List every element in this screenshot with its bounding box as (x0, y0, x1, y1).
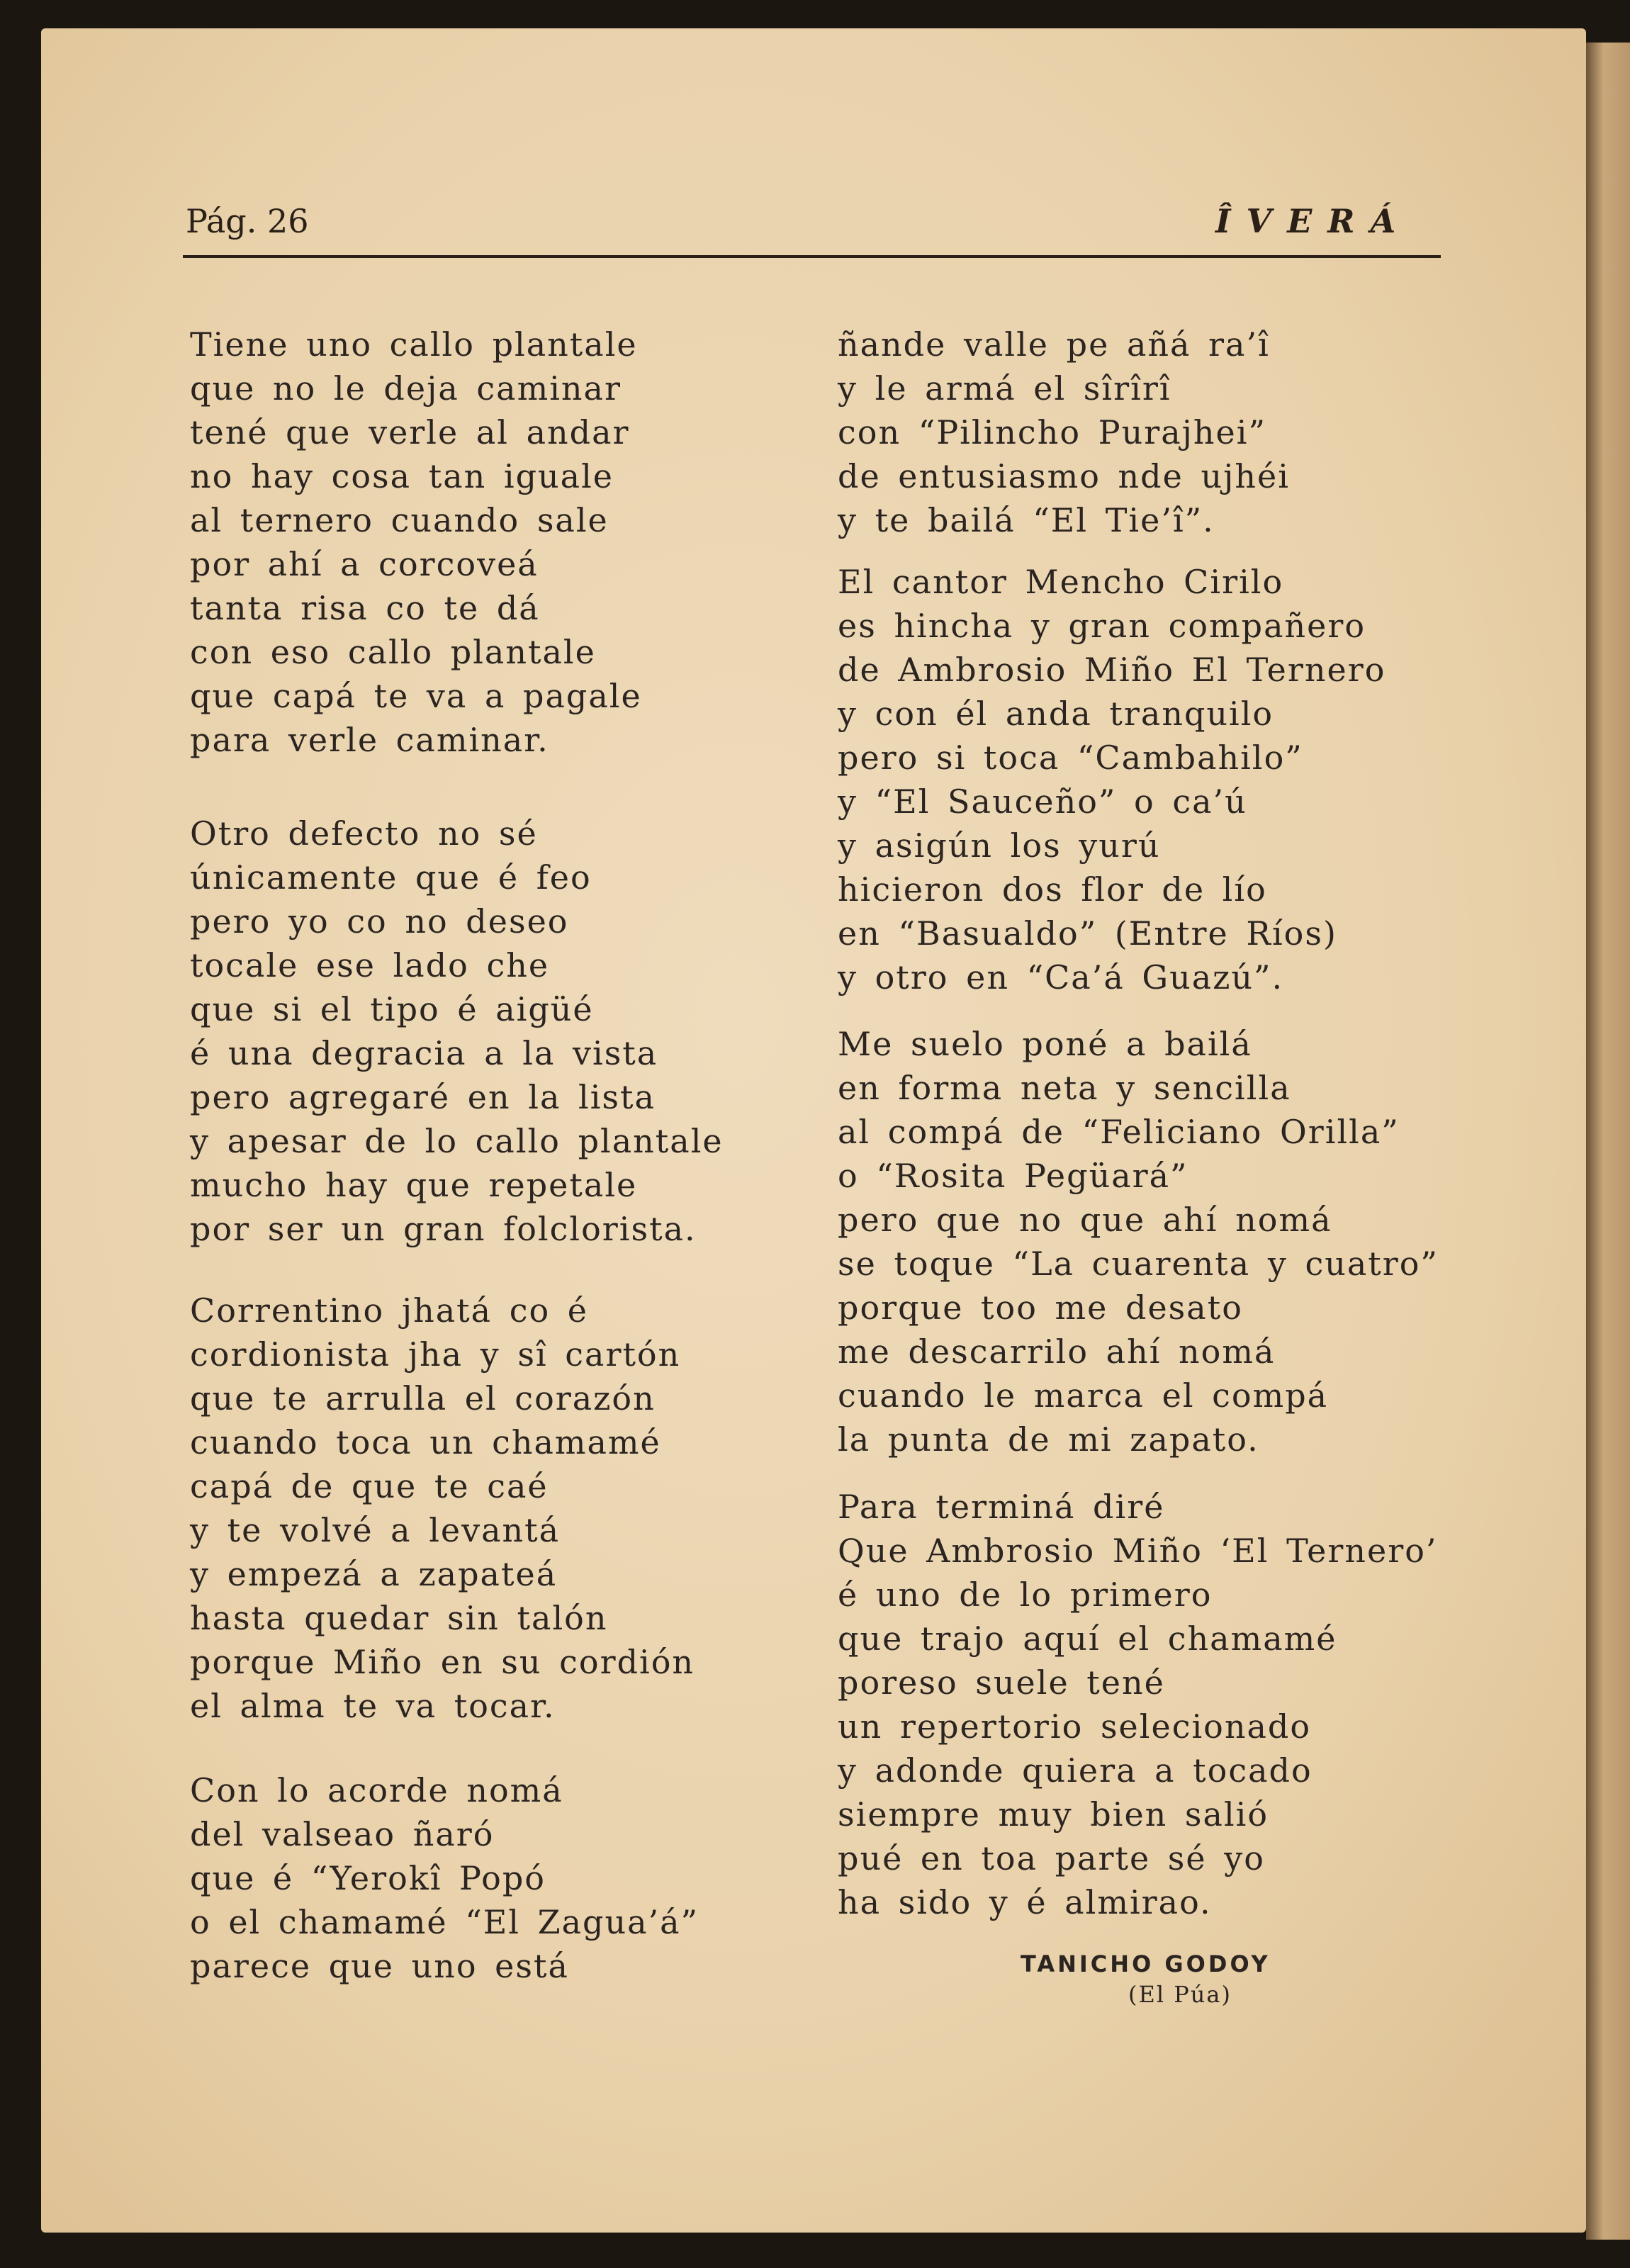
verse-line: que capá te va a pagale (190, 677, 642, 715)
verse-line: y le armá el sîrîrî (838, 369, 1171, 408)
verse-line: del valseao ñaró (190, 1815, 495, 1853)
verse-line: Me suelo poné a bailá (838, 1025, 1252, 1063)
verse-line: el alma te va tocar. (190, 1687, 556, 1725)
verse-line: siempre muy bien salió (838, 1795, 1269, 1834)
stanza (190, 812, 724, 1251)
verse-line: Otro defecto no sé (190, 814, 538, 853)
verse-line: por ahí a corcoveá (190, 545, 539, 583)
verse-line: no hay cosa tan iguale (190, 457, 614, 495)
verse-line: para verle caminar. (190, 721, 549, 759)
verse-line: mucho hay que repetale (190, 1166, 638, 1204)
verse-line: en forma neta y sencilla (838, 1069, 1291, 1107)
verse-line: se toque “La cuarenta y cuatro” (838, 1245, 1439, 1283)
stanza (190, 1768, 699, 1988)
author-signature: TANICHO GODOY (1021, 1950, 1271, 1977)
verse-line: cordionista jha y sî cartón (190, 1335, 681, 1374)
verse-line: de entusiasmo nde ujhéi (838, 457, 1290, 495)
verse-line: y otro en “Ca’á Guazú”. (838, 958, 1284, 997)
verse-line: é uno de lo primero (838, 1576, 1213, 1614)
verse-line: tocale ese lado che (190, 946, 550, 984)
stanza (838, 560, 1386, 999)
stanza (838, 322, 1290, 542)
verse-line: Correntino jhatá co é (190, 1291, 589, 1330)
verse-line: y empezá a zapateá (190, 1555, 558, 1593)
verse-line: pero que no que ahí nomá (838, 1201, 1332, 1239)
verse-line: poreso suele tené (838, 1663, 1165, 1702)
verse-line: Que Ambrosio Miño ‘El Ternero’ (838, 1532, 1438, 1570)
verse-line: parece que uno está (190, 1947, 569, 1985)
verse-line: hasta quedar sin talón (190, 1599, 608, 1637)
verse-line: la punta de mi zapato. (838, 1420, 1259, 1459)
verse-line: capá de que te caé (190, 1467, 549, 1505)
verse-line: por ser un gran folclorista. (190, 1210, 697, 1248)
verse-line: cuando toca un chamamé (190, 1423, 661, 1461)
verse-line: pero si toca “Cambahilo” (838, 739, 1303, 777)
verse-line: pero yo co no deseo (190, 902, 569, 941)
verse-line: y apesar de lo callo plantale (190, 1122, 724, 1160)
verse-line: y te bailá “El Tie’î”. (838, 501, 1215, 539)
verse-line: ñande valle pe añá ra’î (838, 325, 1270, 364)
verse-line: que si el tipo é aigüé (190, 990, 594, 1028)
verse-line: que é “Yerokî Popó (190, 1859, 546, 1897)
verse-line: é una degracia a la vista (190, 1034, 658, 1072)
verse-line: al ternero cuando sale (190, 501, 609, 539)
verse-line: que te arrulla el corazón (190, 1379, 656, 1418)
verse-line: que trajo aquí el chamamé (838, 1619, 1337, 1658)
verse-line: El cantor Mencho Cirilo (838, 563, 1284, 601)
verse-line: y asigún los yurú (838, 826, 1161, 865)
verse-line: o “Rosita Pegüará” (838, 1157, 1188, 1195)
verse-line: porque too me desato (838, 1289, 1243, 1327)
verse-line: pué en toa parte sé yo (838, 1839, 1265, 1877)
verse-line: únicamente que é feo (190, 858, 592, 897)
verse-line: de Ambrosio Miño El Ternero (838, 651, 1386, 689)
verse-line: un repertorio selecionado (838, 1707, 1312, 1746)
stanza (190, 1289, 695, 1728)
verse-line: en “Basualdo” (Entre Ríos) (838, 914, 1337, 953)
verse-line: Para terminá diré (838, 1488, 1165, 1526)
verse-line: me descarrilo ahí nomá (838, 1332, 1276, 1371)
verse-line: y te volvé a levantá (190, 1511, 561, 1549)
stanza (190, 322, 642, 762)
verse-line: hicieron dos flor de lío (838, 870, 1267, 909)
verse-line: con “Pilincho Purajhei” (838, 413, 1266, 451)
verse-line: tené que verle al andar (190, 413, 630, 451)
verse-line: cuando le marca el compá (838, 1376, 1329, 1415)
header-rule (183, 255, 1441, 258)
verse-line: es hincha y gran compañero (838, 607, 1366, 645)
verse-line: que no le deja caminar (190, 369, 622, 408)
verse-line: con eso callo plantale (190, 633, 596, 671)
next-page-edge (1586, 43, 1630, 2240)
page-number: Pág. 26 (186, 202, 309, 240)
verse-line: al compá de “Feliciano Orilla” (838, 1113, 1400, 1151)
verse-line: ha sido y é almirao. (838, 1883, 1212, 1921)
magazine-title: ÎVERÁ (1215, 202, 1412, 240)
stanza (838, 1485, 1438, 1924)
verse-line: y con él anda tranquilo (838, 695, 1274, 733)
author-alias: (El Púa) (1128, 1981, 1232, 2008)
verse-line: o el chamamé “El Zagua’á” (190, 1903, 699, 1941)
verse-line: tanta risa co te dá (190, 589, 540, 627)
verse-line: y “El Sauceño” o ca’ú (838, 782, 1247, 821)
verse-line: Con lo acorde nomá (190, 1771, 563, 1809)
verse-line: porque Miño en su cordión (190, 1643, 695, 1681)
verse-line: pero agregaré en la lista (190, 1078, 656, 1116)
verse-line: Tiene uno callo plantale (190, 325, 638, 364)
verse-line: y adonde quiera a tocado (838, 1751, 1313, 1790)
stanza (838, 1022, 1439, 1461)
